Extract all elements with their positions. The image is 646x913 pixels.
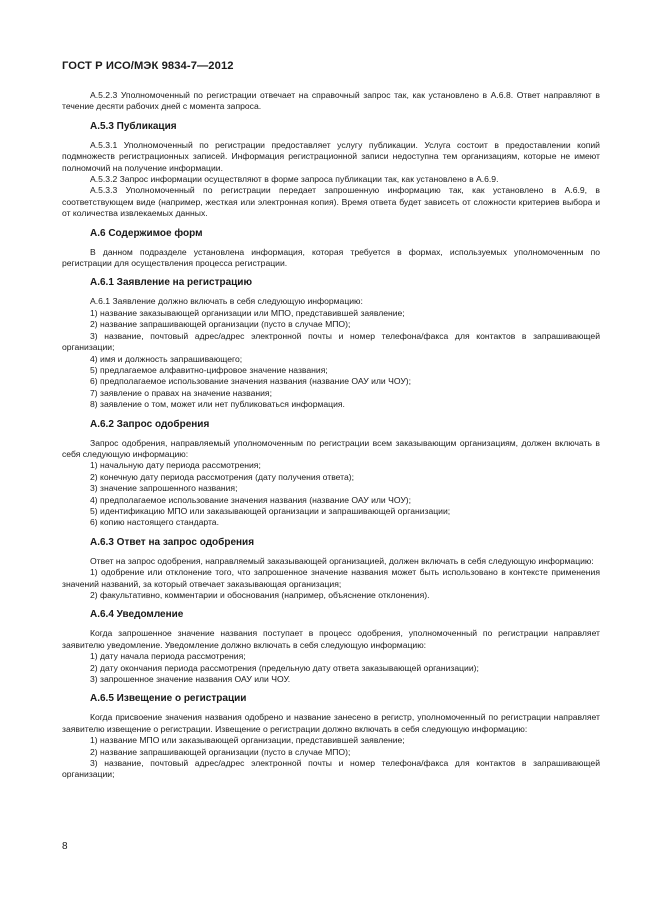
- paragraph-a63-intro: Ответ на запрос одобрения, направляемый заказывающей организацией, должен включать в себя следующую информацию:: [90, 555, 594, 566]
- paragraph-a523: A.5.2.3 Уполномоченный по регистрации отвечает на справочный запрос так, как установлено в A.6.8. Ответ направляют в течение десяти рабочих дней с момента запроса.: [62, 90, 600, 112]
- list-item: 5) предлагаемое алфавитно-цифровое значение названия;: [90, 364, 328, 375]
- heading-a64: A.6.4 Уведомление: [90, 609, 184, 621]
- list-item: 7) заявление о правах на значение названия;: [90, 387, 272, 398]
- paragraph-a532: A.5.3.2 Запрос информации осуществляют в форме запроса публикации так, как установлено в A.6.9.: [90, 174, 499, 185]
- heading-a65: A.6.5 Извещение о регистрации: [90, 693, 247, 705]
- list-item: 1) дату начала периода рассмотрения;: [90, 651, 246, 662]
- list-item: 5) идентификацию МПО или заказывающей организации и запрашивающей организации;: [90, 505, 451, 516]
- list-item: 3) название, почтовый адрес/адрес электронной почты и номер телефона/факса для контактов в запрашивающей организации;: [62, 758, 600, 780]
- list-item: 4) предполагаемое использование значения названия (название ОАУ или ЧОУ);: [90, 494, 412, 505]
- list-item: 2) название запрашивающей организации (пусто в случае МПО);: [90, 746, 351, 757]
- list-item: 3) значение запрошенного названия;: [90, 483, 238, 494]
- heading-a53: A.5.3 Публикация: [90, 120, 177, 132]
- list-item: 6) копию настоящего стандарта.: [90, 517, 219, 528]
- list-item: 2) название запрашивающей организации (пусто в случае МПО);: [90, 319, 351, 330]
- list-item: 3) запрошенное значение названия ОАУ или ЧОУ.: [90, 674, 291, 685]
- paragraph-a64-intro: Когда запрошенное значение названия поступает в процесс одобрения, уполномоченный по регистрации направляет заявителю уведомление. Уведомление должно включать в себя следующую информацию:: [62, 628, 600, 650]
- page-number: 8: [62, 841, 68, 852]
- heading-a6: A.6 Содержимое форм: [90, 227, 203, 239]
- page-content: [62, 90, 600, 781]
- list-item: 1) начальную дату периода рассмотрения;: [90, 460, 261, 471]
- standard-header: ГОСТ Р ИСО/МЭК 9834-7—2012: [62, 60, 234, 72]
- list-item: 2) конечную дату периода рассмотрения (дату получения ответа);: [90, 471, 355, 482]
- list-item: 8) заявление о том, может или нет публиковаться информация.: [90, 399, 345, 410]
- paragraph-a62-intro: Запрос одобрения, направляемый уполномоченным по регистрации всем заказывающим организациям, должен включать в себя следующую информацию:: [62, 437, 600, 459]
- paragraph-a533: A.5.3.3 Уполномоченный по регистрации передает запрошенную информацию так, как установлено в A.6.9, в соответствующем виде (например, жесткая или электронная копия). Время ответа будет зависеть от сложности критериев выбора и от количества извлекаемых данных.: [62, 185, 600, 219]
- paragraph-a611: A.6.1 Заявление должно включать в себя следующую информацию:: [90, 296, 363, 307]
- paragraph-a531: A.5.3.1 Уполномоченный по регистрации предоставляет услугу публикации. Услуга состоит в предоставлении копий подмножеств регистрационных записей. Информация регистрационной записи недоступна тем организациям, которые не имеют полномочий на получение информации.: [62, 139, 600, 173]
- list-item: 4) имя и должность запрашивающего;: [90, 353, 243, 364]
- list-item: 6) предполагаемое использование значения названия (название ОАУ или ЧОУ);: [90, 376, 412, 387]
- paragraph-a65-intro: Когда присвоение значения названия одобрено и название занесено в регистр, уполномоченный по регистрации направляет заявителю извещение о регистрации. Извещение о регистрации должно включать в себя следующую информацию:: [62, 712, 600, 734]
- heading-a61: A.6.1 Заявление на регистрацию: [90, 277, 252, 289]
- paragraph-a6-intro: В данном подразделе установлена информация, которая требуется в формах, используемых уполномоченным по регистрации для осуществления процесса регистрации.: [62, 246, 600, 269]
- list-item: 2) факультативно, комментарии и обоснования (например, объяснение отклонения).: [90, 590, 430, 600]
- list-item: 2) дату окончания периода рассмотрения (предельную дату ответа заказывающей организации);: [90, 662, 479, 673]
- list-item: 3) название, почтовый адрес/адрес электронной почты и номер телефона/факса для контактов в запрашивающей организации;: [62, 330, 600, 353]
- list-item: 1) одобрение или отклонение того, что запрошенное значение названия может быть использовано в контексте применения значений названий, за который отвечает заказывающая организация;: [62, 567, 600, 589]
- heading-a63: A.6.3 Ответ на запрос одобрения: [90, 536, 255, 548]
- heading-a62: A.6.2 Запрос одобрения: [90, 418, 210, 430]
- list-item: 1) название заказывающей организации или МПО, представившей заявление;: [90, 307, 405, 318]
- list-item: 1) название МПО или заказывающей организации, представившей заявление;: [90, 735, 405, 746]
